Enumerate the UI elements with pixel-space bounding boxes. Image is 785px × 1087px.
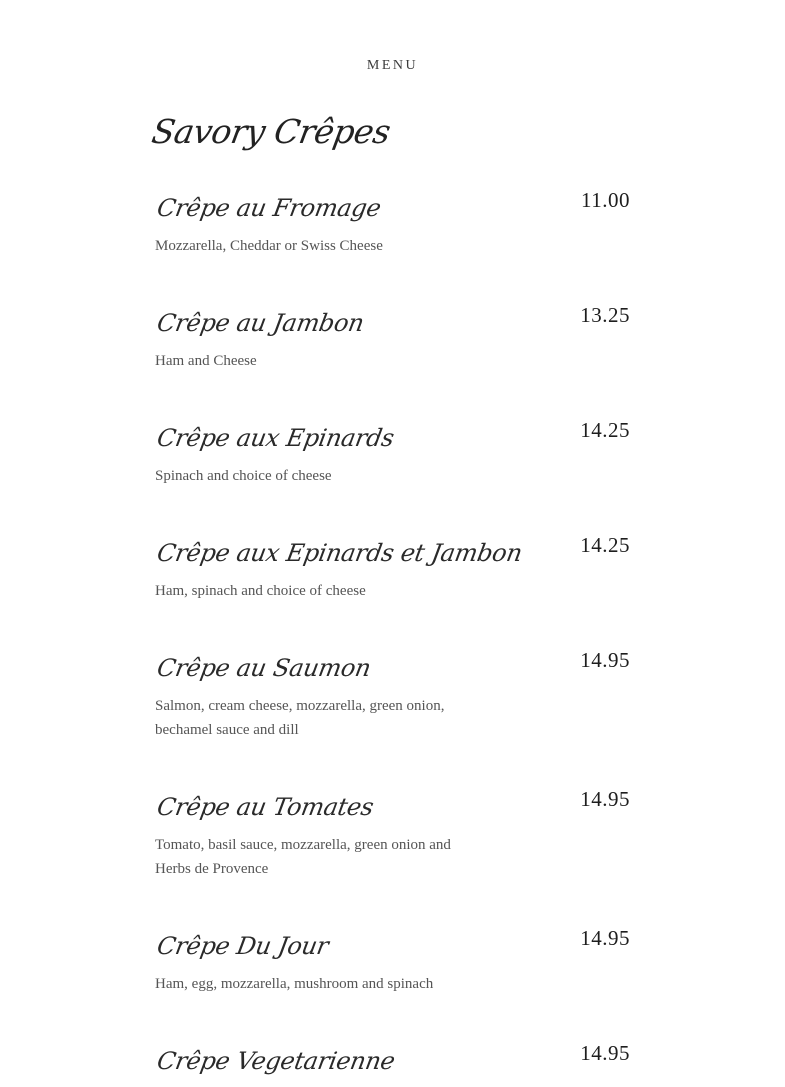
- item-name: Crêpe au Tomates: [155, 793, 376, 821]
- item-name: Crêpe Vegetarienne: [155, 1047, 398, 1075]
- item-price: 11.00: [581, 188, 630, 212]
- item-name: Crêpe au Saumon: [155, 654, 373, 682]
- item-description: Mozzarella, Cheddar or Swiss Cheese: [155, 238, 383, 254]
- item-name: Crêpe aux Epinards: [155, 424, 397, 452]
- item-price: 13.25: [580, 303, 630, 327]
- section-title: Savory Crêpes: [149, 112, 394, 151]
- item-description: Spinach and choice of cheese: [155, 468, 332, 484]
- item-price: 14.95: [580, 648, 630, 672]
- item-description: Ham and Cheese: [155, 353, 257, 369]
- item-description: Ham, spinach and choice of cheese: [155, 583, 366, 599]
- item-price: 14.95: [580, 1041, 630, 1065]
- item-name: Crêpe aux Epinards et Jambon: [155, 539, 525, 567]
- item-description: Salmon, cream cheese, mozzarella, green onion, bechamel sauce and dill: [155, 698, 445, 738]
- menu-header: MENU: [366, 58, 419, 73]
- item-price: 14.95: [580, 926, 630, 950]
- item-price: 14.25: [580, 533, 630, 557]
- item-name: Crêpe Du Jour: [155, 932, 331, 960]
- item-name: Crêpe au Fromage: [155, 194, 383, 222]
- item-name: Crêpe au Jambon: [155, 309, 367, 337]
- item-price: 14.95: [580, 787, 630, 811]
- item-description: Tomato, basil sauce, mozzarella, green onion and Herbs de Provence: [155, 837, 451, 877]
- item-description: Ham, egg, mozzarella, mushroom and spinach: [155, 976, 434, 992]
- item-price: 14.25: [580, 418, 630, 442]
